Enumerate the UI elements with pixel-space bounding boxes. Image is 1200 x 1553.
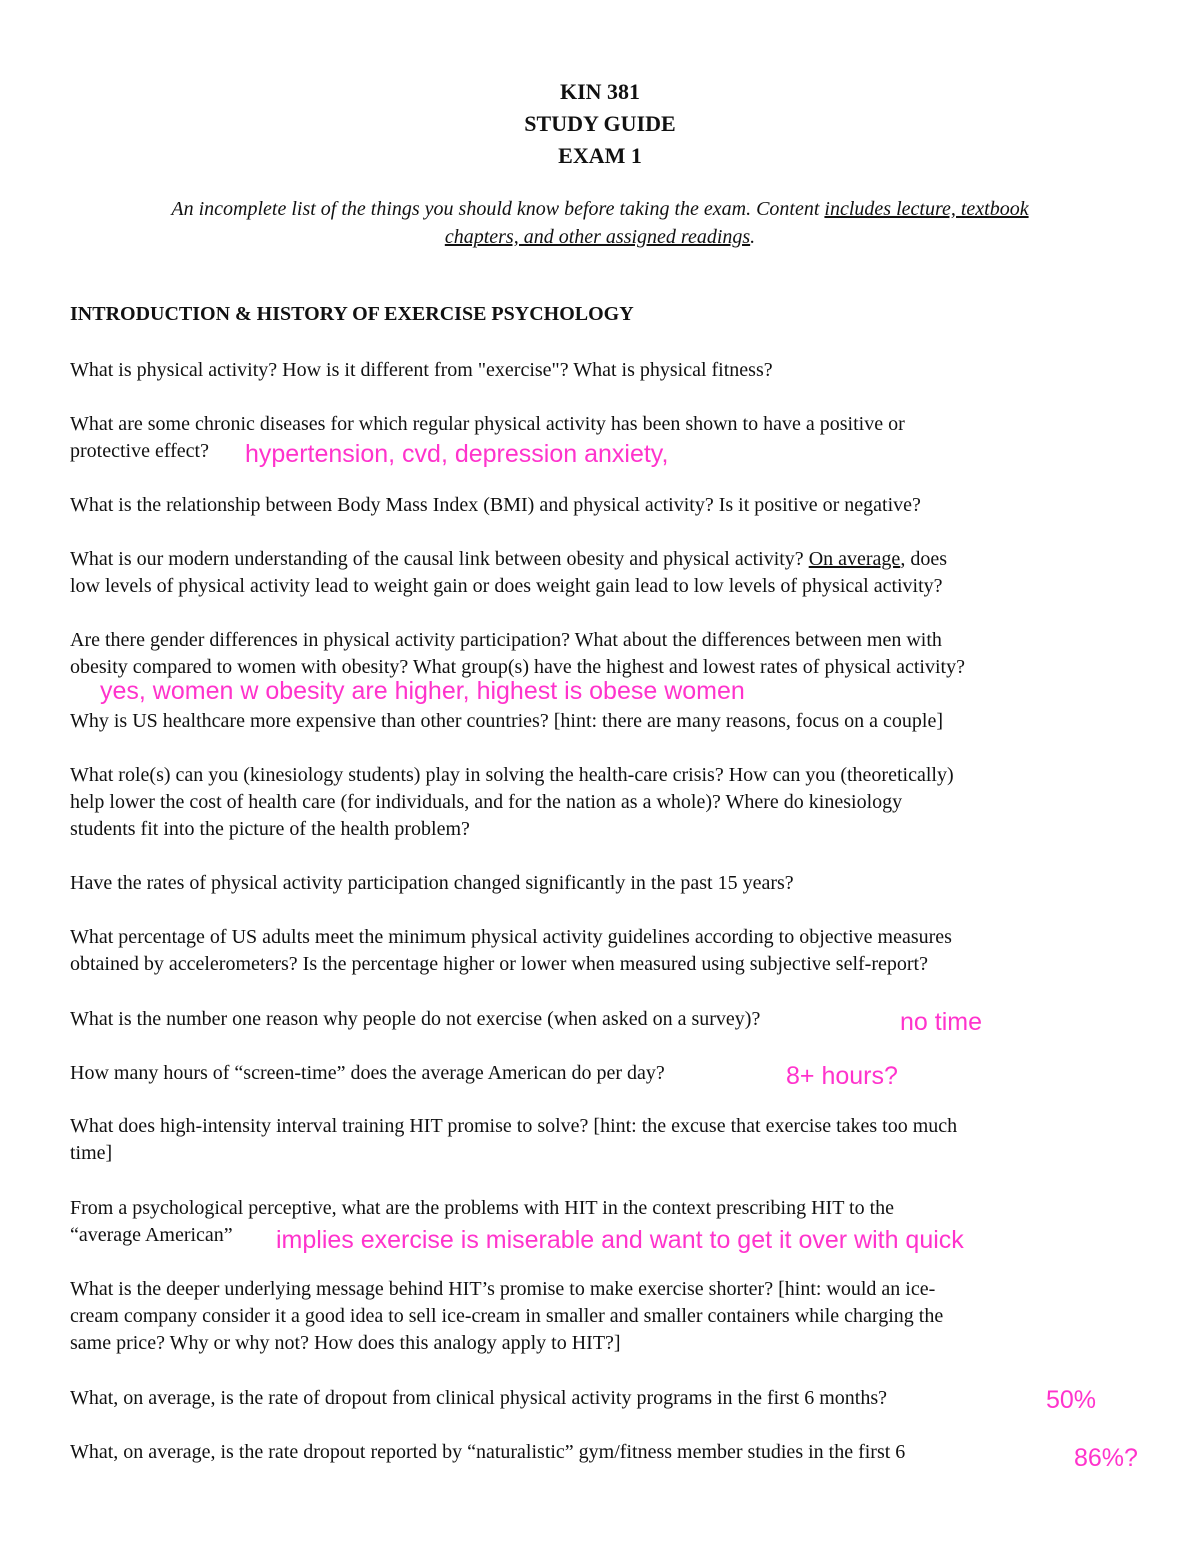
question-4-underlined: On average [808, 548, 901, 570]
question-9-line-2: obtained by accelerometers? Is the percentage higher or lower when measured using subjective self-report? [70, 953, 928, 975]
question-1: What is physical activity? How is it different from "exercise"? What is physical fitness? [70, 359, 773, 381]
question-5 [70, 627, 1140, 681]
question-7-line-1: What role(s) can you (kinesiology students) play in solving the health-care crisis? How can you (theoretically) [70, 764, 954, 786]
question-13-line-1: From a psychological perceptive, what are the problems with HIT in the context prescribing HIT to the [70, 1197, 895, 1219]
question-4 [70, 546, 1140, 600]
question-10: What is the number one reason why people do not exercise (when asked on a survey)? [70, 1008, 761, 1030]
course-code: KIN 381 [559, 79, 641, 104]
question-14-line-2: cream company consider it a good idea to sell ice-cream in smaller and smaller containers while charging the [70, 1305, 944, 1327]
handwritten-answer-10: no time [900, 1008, 982, 1036]
question-2-line-2: protective effect? [70, 440, 209, 462]
question-11: How many hours of “screen-time” does the average American do per day? [70, 1062, 665, 1084]
question-3: What is the relationship between Body Mass Index (BMI) and physical activity? Is it positive or negative? [70, 494, 921, 516]
question-7 [70, 762, 1140, 843]
handwritten-answer-5: yes, women w obesity are higher, highest is obese women [100, 677, 745, 705]
question-4-text-a: What is our modern understanding of the causal link between obesity and physical activity? [70, 548, 809, 570]
guide-title: STUDY GUIDE [524, 111, 676, 136]
question-7-line-2: help lower the cost of health care (for individuals, and for the nation as a whole)? Where do kinesiology [70, 791, 903, 813]
document-title [0, 76, 1200, 172]
intro-text: An incomplete list of the things you should know before taking the exam. Content [171, 198, 825, 220]
question-13-line-2: “average American” [70, 1224, 233, 1246]
intro-underlined-2: chapters, and other assigned readings [444, 226, 751, 248]
question-9 [70, 924, 1140, 978]
question-12-line-1: What does high-intensity interval training HIT promise to solve? [hint: the excuse that exercise takes too much [70, 1115, 958, 1137]
handwritten-answer-2: hypertension, cvd, depression anxiety, [245, 440, 669, 468]
question-6: Why is US healthcare more expensive than other countries? [hint: there are many reasons, focus on a couple] [70, 710, 944, 732]
question-8: Have the rates of physical activity participation changed significantly in the past 15 years? [70, 872, 794, 894]
question-12-line-2: time] [70, 1142, 113, 1164]
question-7-line-3: students fit into the picture of the health problem? [70, 818, 470, 840]
handwritten-answer-11: 8+ hours? [786, 1062, 898, 1090]
handwritten-answer-15: 50% [1046, 1386, 1097, 1414]
question-15: What, on average, is the rate of dropout from clinical physical activity programs in the first 6 months? [70, 1387, 887, 1409]
question-4-line-1 [70, 546, 1140, 573]
question-16: What, on average, is the rate dropout reported by “naturalistic” gym/fitness member studies in the first 6 [70, 1441, 906, 1463]
intro-paragraph [80, 195, 1120, 251]
question-9-line-1: What percentage of US adults meet the minimum physical activity guidelines according to objective measures [70, 926, 952, 948]
question-14-line-1: What is the deeper underlying message behind HIT’s promise to make exercise shorter? [hint: would an ice- [70, 1278, 936, 1300]
question-14-line-3: same price? Why or why not? How does this analogy apply to HIT?] [70, 1332, 621, 1354]
handwritten-answer-13: implies exercise is miserable and want to get it over with quick [276, 1226, 964, 1254]
question-2-line-1: What are some chronic diseases for which regular physical activity has been shown to have a positive or [70, 413, 905, 435]
question-5-line-1: Are there gender differences in physical activity participation? What about the differences between men with [70, 629, 942, 651]
question-4-line-2: low levels of physical activity lead to weight gain or does weight gain lead to low levels of physical activity? [70, 575, 943, 597]
question-4-text-b: , does [900, 548, 947, 570]
section-heading: INTRODUCTION & HISTORY OF EXERCISE PSYCHOLOGY [70, 303, 634, 325]
intro-end: . [750, 226, 756, 248]
question-12 [70, 1113, 1140, 1167]
question-5-line-2: obesity compared to women with obesity? What group(s) have the highest and lowest rates of physical activity? [70, 656, 965, 678]
handwritten-answer-16: 86%? [1074, 1444, 1138, 1472]
intro-underlined-1: includes lecture, textbook [824, 198, 1029, 220]
exam-title: EXAM 1 [558, 143, 642, 168]
question-14 [70, 1276, 1140, 1357]
